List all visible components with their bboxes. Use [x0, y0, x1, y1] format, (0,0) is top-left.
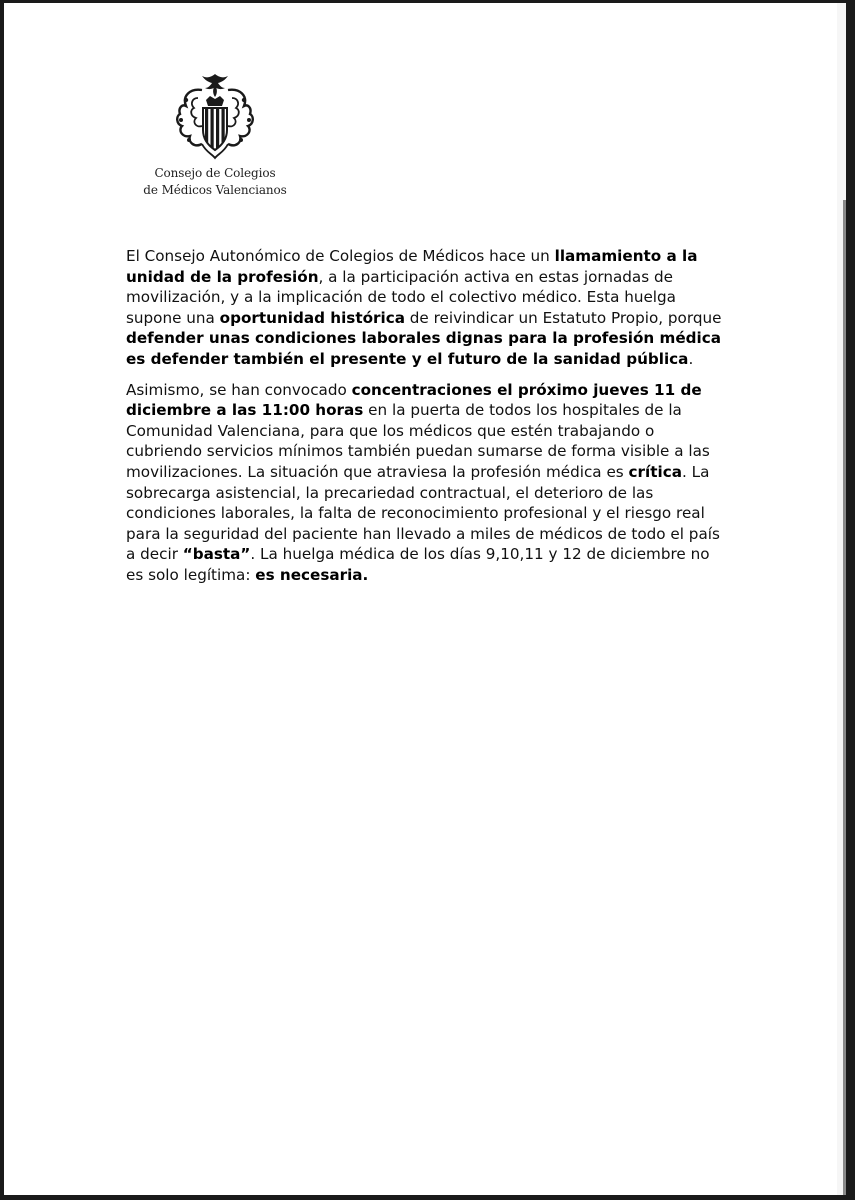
org-name-line-2: de Médicos Valencianos — [143, 183, 287, 197]
paragraph-2-text: Asimismo, se han convocado — [126, 380, 352, 399]
paragraph-2 — [126, 380, 726, 586]
screenshot-border-bottom — [0, 1195, 855, 1200]
paragraph-2-bold: crítica — [628, 462, 682, 481]
letter-body — [126, 246, 726, 596]
paragraph-1-bold: oportunidad histórica — [219, 308, 405, 327]
paragraph-1-text: , a la participación activa en estas jornadas de movilización, y a la implicación de todo el colectivo médico. Esta huelga supone una — [126, 267, 676, 327]
paragraph-1 — [126, 246, 726, 370]
screenshot-border-top — [0, 0, 855, 3]
paragraph-1-text: de reivindicar un Estatuto Propio, porque — [404, 308, 722, 327]
coat-of-arms-logo — [172, 70, 258, 162]
paragraph-2-text: . La huelga médica de los días 9,10,11 y 12 de diciembre no es solo legítima: — [126, 545, 710, 584]
paragraph-1-text: El Consejo Autonómico de Colegios de Médicos hace un — [126, 247, 555, 265]
paragraph-2-bold: es necesaria. — [255, 565, 369, 584]
screenshot-border-left — [0, 0, 4, 1200]
screenshot-border-right — [846, 0, 855, 1200]
paragraph-2-bold: “basta” — [182, 545, 251, 564]
paragraph-1-bold: llamamiento a la unidad de la profesión — [126, 247, 698, 286]
paragraph-2-text: . La sobrecarga asistencial, la precariedad contractual, el deterioro de las condiciones laborales, la falta de reconocimiento profesional y el riesgo real para la seguridad del paciente han llevado a miles de médicos de todo el país a decir — [126, 462, 720, 564]
paragraph-2-bold: concentraciones el próximo jueves 11 de diciembre a las 11:00 horas — [126, 380, 702, 420]
paragraph-1-bold: defender unas condiciones laborales dignas para la profesión médica es defender también el presente y el futuro de la sanidad pública — [126, 329, 721, 368]
paragraph-1-text: . — [688, 349, 694, 368]
paragraph-2-text: en la puerta de todos los hospitales de la Comunidad Valenciana, para que los médicos que estén trabajando o cubriendo servicios mínimos también puedan sumarse de forma visible a las movilizaciones. La situación que atraviesa la profesión médica es — [126, 401, 710, 481]
org-name-line-1: Consejo de Colegios — [154, 166, 276, 180]
organization-name — [130, 165, 300, 199]
